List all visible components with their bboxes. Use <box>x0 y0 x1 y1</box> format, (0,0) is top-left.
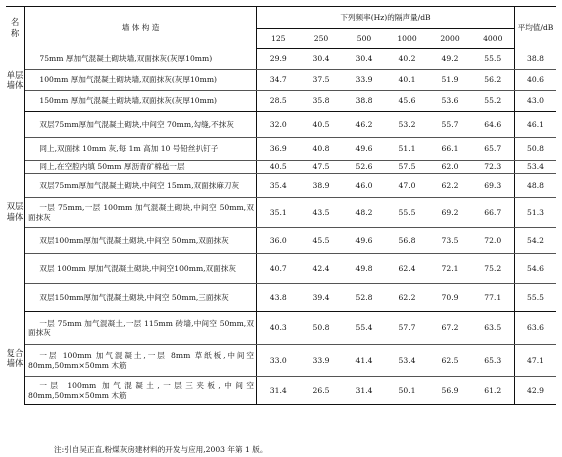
insulation-value-cell: 28.5 <box>257 91 300 112</box>
insulation-value-cell: 33.9 <box>300 345 343 377</box>
insulation-value-cell: 43.5 <box>300 198 343 228</box>
insulation-value-cell: 70.9 <box>429 284 472 312</box>
insulation-value-cell: 56.2 <box>472 70 515 91</box>
wall-structure-text: 双层100mm厚加气混凝土砌块,中间空 50mm,双面抹灰 <box>39 235 229 245</box>
table-header-row <box>6 7 556 29</box>
frequency-header-500: 500 <box>343 29 386 49</box>
structure-cell <box>25 161 257 174</box>
insulation-value-cell: 72.1 <box>429 254 472 284</box>
wall-structure-text: 150mm 厚加气混凝土砌块墙,双面抹灰(灰厚10mm) <box>39 96 218 106</box>
frequency-header-2000: 2000 <box>429 29 472 49</box>
insulation-value-cell: 47.5 <box>300 161 343 174</box>
insulation-value-cell: 55.7 <box>429 112 472 138</box>
structure-cell <box>25 254 257 284</box>
insulation-value-cell: 46.0 <box>343 174 386 198</box>
average-value-cell: 54.2 <box>515 228 557 254</box>
insulation-value-cell: 35.1 <box>257 198 300 228</box>
insulation-value-cell: 65.7 <box>472 138 515 161</box>
structure-cell <box>25 91 257 112</box>
insulation-value-cell: 40.2 <box>386 49 429 70</box>
insulation-value-cell: 75.2 <box>472 254 515 284</box>
insulation-value-cell: 46.2 <box>343 112 386 138</box>
insulation-value-cell: 41.4 <box>343 345 386 377</box>
insulation-value-cell: 52.8 <box>343 284 386 312</box>
average-value-cell: 46.1 <box>515 112 557 138</box>
insulation-value-cell: 30.4 <box>343 49 386 70</box>
table-row <box>6 161 556 174</box>
insulation-value-cell: 53.6 <box>429 91 472 112</box>
group-label: 复合墙体 <box>6 312 25 405</box>
frequency-header-250: 250 <box>300 29 343 49</box>
structure-cell <box>25 228 257 254</box>
average-value-cell: 63.6 <box>515 312 557 345</box>
wall-structure-text: 双层75mm厚加气混凝土砌块,中间空 70mm,勾缝,不抹灰 <box>39 119 234 129</box>
insulation-value-cell: 36.0 <box>257 228 300 254</box>
average-value-cell: 40.6 <box>515 70 557 91</box>
insulation-value-cell: 31.4 <box>343 377 386 405</box>
insulation-value-cell: 51.1 <box>386 138 429 161</box>
sound-insulation-table-document <box>6 6 556 454</box>
insulation-value-cell: 47.0 <box>386 174 429 198</box>
insulation-value-cell: 57.5 <box>386 161 429 174</box>
frequency-header-125: 125 <box>257 29 300 49</box>
insulation-value-cell: 69.2 <box>429 198 472 228</box>
insulation-value-cell: 55.4 <box>343 312 386 345</box>
insulation-value-cell: 62.4 <box>386 254 429 284</box>
insulation-value-cell: 49.8 <box>343 254 386 284</box>
insulation-value-cell: 35.4 <box>257 174 300 198</box>
insulation-value-cell: 45.6 <box>386 91 429 112</box>
insulation-value-cell: 36.9 <box>257 138 300 161</box>
insulation-value-cell: 61.2 <box>472 377 515 405</box>
insulation-value-cell: 67.2 <box>429 312 472 345</box>
average-value-cell: 55.5 <box>515 284 557 312</box>
table-row <box>6 345 556 377</box>
header-frequency-title: 下列频率(Hz)的隔声量/dB <box>257 7 515 29</box>
insulation-value-cell: 31.4 <box>257 377 300 405</box>
table-row <box>6 198 556 228</box>
frequency-header-1000: 1000 <box>386 29 429 49</box>
insulation-value-cell: 26.5 <box>300 377 343 405</box>
insulation-value-cell: 72.3 <box>472 161 515 174</box>
insulation-value-cell: 32.0 <box>257 112 300 138</box>
source-note: 注:引自吴正直,粉煤灰房建材料的开发与应用,2003 年第 1 版。 <box>54 445 268 454</box>
wall-structure-text: 75mm 厚加气混凝土砌块墙,双面抹灰(灰厚10mm) <box>39 54 213 64</box>
insulation-value-cell: 34.7 <box>257 70 300 91</box>
header-average: 平均值/dB <box>515 7 557 49</box>
insulation-value-cell: 55.5 <box>472 49 515 70</box>
average-value-cell: 48.8 <box>515 174 557 198</box>
insulation-value-cell: 53.4 <box>386 345 429 377</box>
structure-cell <box>25 70 257 91</box>
insulation-value-cell: 40.1 <box>386 70 429 91</box>
structure-cell <box>25 312 257 345</box>
insulation-value-cell: 29.9 <box>257 49 300 70</box>
group-label: 单层墙体 <box>6 49 25 112</box>
insulation-value-cell: 62.5 <box>429 345 472 377</box>
insulation-value-cell: 39.4 <box>300 284 343 312</box>
insulation-value-cell: 55.2 <box>472 91 515 112</box>
insulation-value-cell: 38.9 <box>300 174 343 198</box>
table-row <box>6 254 556 284</box>
table-row <box>6 91 556 112</box>
insulation-value-cell: 62.0 <box>429 161 472 174</box>
insulation-value-cell: 63.5 <box>472 312 515 345</box>
insulation-value-cell: 50.1 <box>386 377 429 405</box>
insulation-value-cell: 62.2 <box>386 284 429 312</box>
table-row <box>6 312 556 345</box>
insulation-value-cell: 40.8 <box>300 138 343 161</box>
wall-structure-text: 一层 100mm 加气混凝土,一层三夹板,中间空80mm,50mm×50mm 木筋 <box>28 381 254 400</box>
table-row <box>6 284 556 312</box>
insulation-value-cell: 66.7 <box>472 198 515 228</box>
insulation-value-cell: 64.6 <box>472 112 515 138</box>
wall-structure-text: 同上,在空腔内填 50mm 厚沥青矿棉毡一层 <box>39 162 185 172</box>
insulation-value-cell: 45.5 <box>300 228 343 254</box>
insulation-value-cell: 40.7 <box>257 254 300 284</box>
wall-structure-text: 双层75mm厚加气混凝土砌块,中间空 15mm,双面抹麻刀灰 <box>39 180 240 190</box>
wall-structure-text: 一层 75mm 加气混凝土,一层 115mm 砖墙,中间空 50mm,双面抹灰 <box>28 318 254 337</box>
insulation-value-cell: 65.3 <box>472 345 515 377</box>
insulation-value-cell: 33.0 <box>257 345 300 377</box>
average-value-cell: 54.6 <box>515 254 557 284</box>
insulation-value-cell: 37.5 <box>300 70 343 91</box>
insulation-value-cell: 35.8 <box>300 91 343 112</box>
insulation-value-cell: 30.4 <box>300 49 343 70</box>
wall-structure-text: 一层 75mm,一层 100mm 加气混凝土砌块,中间空 50mm,双面抹灰 <box>28 203 254 222</box>
insulation-value-cell: 57.7 <box>386 312 429 345</box>
insulation-value-cell: 56.9 <box>429 377 472 405</box>
table-body <box>6 49 556 405</box>
table-row <box>6 112 556 138</box>
insulation-value-cell: 33.9 <box>343 70 386 91</box>
insulation-value-cell: 77.1 <box>472 284 515 312</box>
insulation-value-cell: 51.9 <box>429 70 472 91</box>
average-value-cell: 51.3 <box>515 198 557 228</box>
structure-cell <box>25 49 257 70</box>
insulation-value-cell: 73.5 <box>429 228 472 254</box>
insulation-value-cell: 48.2 <box>343 198 386 228</box>
average-value-cell: 43.0 <box>515 91 557 112</box>
table-row <box>6 228 556 254</box>
structure-cell <box>25 112 257 138</box>
average-value-cell: 42.9 <box>515 377 557 405</box>
insulation-value-cell: 42.4 <box>300 254 343 284</box>
header-name: 名 称 <box>6 7 25 49</box>
group-label: 双层墙体 <box>6 112 25 312</box>
insulation-value-cell: 56.8 <box>386 228 429 254</box>
insulation-value-cell: 40.3 <box>257 312 300 345</box>
frequency-header-4000: 4000 <box>472 29 515 49</box>
insulation-value-cell: 49.6 <box>343 138 386 161</box>
average-value-cell: 50.8 <box>515 138 557 161</box>
structure-cell <box>25 345 257 377</box>
insulation-value-cell: 40.5 <box>300 112 343 138</box>
table-row <box>6 138 556 161</box>
insulation-value-cell: 43.8 <box>257 284 300 312</box>
header-structure: 墙 体 构 造 <box>25 7 257 49</box>
table-row <box>6 49 556 70</box>
structure-cell <box>25 198 257 228</box>
insulation-value-cell: 52.6 <box>343 161 386 174</box>
insulation-value-cell: 66.1 <box>429 138 472 161</box>
insulation-value-cell: 49.6 <box>343 228 386 254</box>
wall-structure-text: 双层150mm厚加气混凝土砌块,中间空 50mm,三面抹灰 <box>39 292 229 302</box>
average-value-cell: 38.8 <box>515 49 557 70</box>
wall-structure-text: 100mm 厚加气混凝土砌块墙,双面抹灰(灰厚10mm) <box>39 75 218 85</box>
insulation-value-cell: 40.5 <box>257 161 300 174</box>
structure-cell <box>25 174 257 198</box>
insulation-value-cell: 38.8 <box>343 91 386 112</box>
average-value-cell: 53.4 <box>515 161 557 174</box>
insulation-value-cell: 72.0 <box>472 228 515 254</box>
insulation-value-cell: 69.3 <box>472 174 515 198</box>
table-row <box>6 174 556 198</box>
average-value-cell: 47.1 <box>515 345 557 377</box>
insulation-value-cell: 49.2 <box>429 49 472 70</box>
insulation-value-cell: 62.2 <box>429 174 472 198</box>
structure-cell <box>25 377 257 405</box>
insulation-value-cell: 53.2 <box>386 112 429 138</box>
structure-cell <box>25 284 257 312</box>
table-row <box>6 377 556 405</box>
wall-structure-text: 同上,双面抹 10mm 灰,每 1m 高加 10 号铅丝扒钉子 <box>39 144 219 154</box>
structure-cell <box>25 138 257 161</box>
insulation-value-cell: 55.5 <box>386 198 429 228</box>
wall-structure-text: 一层 100mm 加气混凝土,一层 8mm 草纸板,中间空 80mm,50mm×50mm 木筋 <box>28 351 254 370</box>
insulation-value-cell: 50.8 <box>300 312 343 345</box>
sound-insulation-table <box>6 6 556 405</box>
table-row <box>6 70 556 91</box>
wall-structure-text: 双层 100mm 厚加气混凝土砌块,中间空100mm,双面抹灰 <box>39 263 236 273</box>
